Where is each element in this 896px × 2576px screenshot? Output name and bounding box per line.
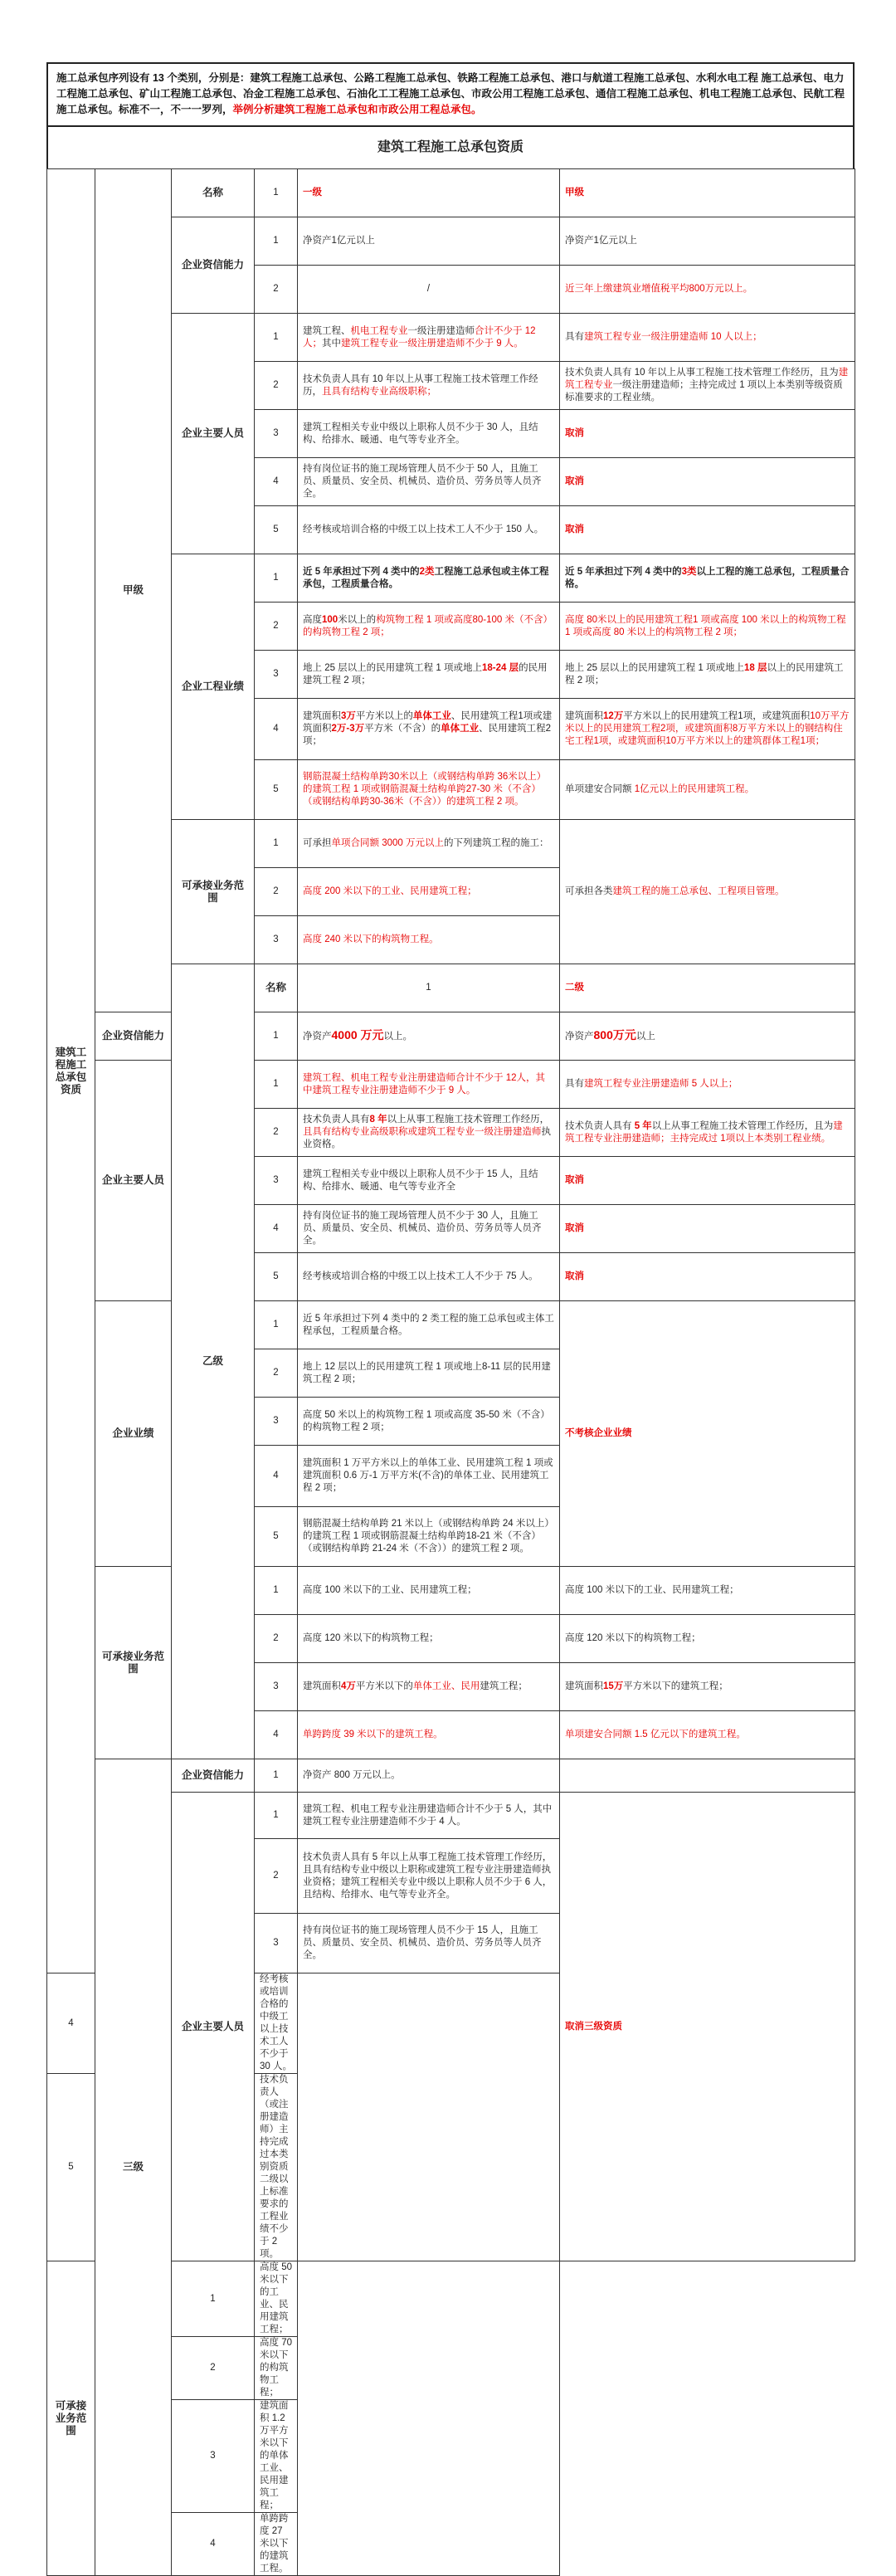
table-row: 建筑工程施工总承包资质 甲级 名称 1 一级 甲级 [47,169,855,217]
table-row: 3 持有岗位证书的施工现场管理人员不少于 15 人，且施工员、质量员、安全员、机械员、造价员、劳务员等人员齐全。 [47,1914,855,1973]
table-row: 5 钢筋混凝土结构单跨 21 米以上（或钢结构单跨 24 米以上）的建筑工程 1 项或钢筋混凝土结构单跨18-21 米（不含）（或钢结构单跨 21-24 米（不含））的建筑工程 2 项。 [47,1507,855,1567]
table-row: 企业业绩 1 近 5 年承担过下列 4 类中的 2 类工程的施工总承包或主体工程承包，工程质量合格。 不考核企业业绩 [47,1301,855,1349]
table-row: 2 高度 200 米以下的工业、民用建筑工程； [47,868,855,916]
table-row: 5 经考核或培训合格的中级工以上技术工人不少于 150 人。 取消 [47,506,855,554]
grade-san: 三级 [95,1759,172,2576]
table-row: 企业工程业绩 1 近 5 年承担过下列 4 类中的2类工程施工总承包或主体工程承包，工程质量合格。 近 5 年承担过下列 4 类中的3类以上工程的施工总承包，工程质量合格。 [47,554,855,603]
table-row: 3 建筑面积 1.2 万平方米以下的单体工业、民用建筑工程； [47,2400,855,2513]
table-row: 企业主要人员 1 建筑工程、机电工程专业一级注册建造师合计不少于 12 人；其中建筑工程专业一级注册建造师不少于 9 人。 具有建筑工程专业一级注册建造师 10 人以上； [47,314,855,362]
table-row: 4 建筑面积 1 万平方米以上的单体工业、民用建筑工程 1 项或建筑面积 0.6 万-1 万平方米(不含)的单体工业、民用建筑工程 2 项； [47,1446,855,1507]
table-row: 4 单跨跨度 39 米以下的建筑工程。 单项建安合同额 1.5 亿元以下的建筑工程。 [47,1711,855,1759]
document [46,62,855,2576]
table-row: 乙级 名称 1 二级 [47,964,855,1012]
table-title: 建筑工程施工总承包资质 [46,125,855,168]
table-row: 4 持有岗位证书的施工现场管理人员不少于 50 人，且施工员、质量员、安全员、机械员、造价员、劳务员等人员齐全。 取消 [47,458,855,506]
table-row: 4 经考核或培训合格的中级工以上技术工人不少于 30 人。 [47,1973,855,2074]
table-row: 4 单跨跨度 27 米以下的建筑工程。 [47,2513,855,2576]
table-row: 三级 企业资信能力 1 净资产 800 万元以上。 [47,1759,855,1793]
table-row: 2 高度100米以上的构筑物工程 1 项或高度80-100 米（不含）的构筑物工程 2 项； 高度 80米以上的民用建筑工程1 项或高度 100 米以上的构筑物工程 1 项或高度 80 米以上的构筑物工程 2 项； [47,603,855,651]
table-row: 3 地上 25 层以上的民用建筑工程 1 项或地上18-24 层的民用建筑工程 2 项； 地上 25 层以上的民用建筑工程 1 项或地上18 层以上的民用建筑工程 2 项； [47,651,855,699]
grade-jia: 甲级 [95,169,172,1012]
group-performance: 企业工程业绩 [172,554,255,820]
table-row: 2 技术负责人具有 5 年以上从事工程施工技术管理工作经历，且具有结构专业中级以上职称或建筑工程专业注册建造师执业资格；建筑工程相关专业中级以上职称人员不少于 6 人，且结构、给排水、电气等专业齐全。 [47,1839,855,1914]
table-row: 3 高度 240 米以下的构筑物工程。 [47,916,855,964]
table-row: 5 钢筋混凝土结构单跨30米以上（或钢结构单跨 36米以上）的建筑工程 1 项或钢筋混凝土结构单跨27-30 米（不含）（或钢结构单跨30-36米（不含））的建筑工程 2 项。 单项建安合同额 1亿元以上的民用建筑工程。 [47,760,855,820]
group-staff: 企业主要人员 [172,314,255,554]
intro-paragraph [46,62,855,125]
table-row: 企业主要人员 1 建筑工程、机电工程专业注册建造师合计不少于 12人，其中建筑工程专业注册建造师不少于 9 人。 具有建筑工程专业注册建造师 5 人以上； [47,1061,855,1109]
table-row: 4 持有岗位证书的施工现场管理人员不少于 30 人，且施工员、质量员、安全员、机械员、造价员、劳务员等人员齐全。 取消 [47,1205,855,1253]
table-row: 3 高度 50 米以上的构筑物工程 1 项或高度 35-50 米（不含）的构筑物工程 2 项； [47,1398,855,1446]
grade-yi: 乙级 [172,964,255,1759]
table-row: 3 建筑面积4万平方米以下的单体工业、民用建筑工程； 建筑面积15万平方米以下的建筑工程； [47,1663,855,1711]
table-row: 企业资信能力 1 净资产4000 万元以上。 净资产800万元以上 [47,1012,855,1061]
table-row: 3 建筑工程相关专业中级以上职称人员不少于 30 人，且结构、给排水、暖通、电气等专业齐全。 取消 [47,410,855,458]
table-row: 2 高度 120 米以下的构筑物工程； 高度 120 米以下的构筑物工程； [47,1615,855,1663]
category-cell: 建筑工程施工总承包资质 [47,169,95,1973]
table-row: 4 建筑面积3万平方米以上的单体工业、民用建筑工程1项或建筑面积2万-3万平方米（不含）的单体工业、民用建筑工程2项； 建筑面积12万平方米以上的民用建筑工程1项，或建筑面积10万平方米以上的民用建筑工程2项，或建筑面积8万平方米以上的钢结构住宅工程1项，或建筑面积10万平方米以上的建筑群体工程1项； [47,699,855,760]
table-row: 企业主要人员 1 建筑工程、机电工程专业注册建造师合计不少于 5 人，其中建筑工程专业注册建造师不少于 4 人。 取消三级资质 [47,1793,855,1839]
intro-highlight: 举例分析建筑工程施工总承包和市政公用工程总承包。 [232,104,482,115]
intro-text: 施工总承包序列设有 13 个类别，分别是：建筑工程施工总承包、公路工程施工总承包、铁路工程施工总承包、港口与航道工程施工总承包、水利水电工程 施工总承包、电力工程施工总承包、矿山工程施工总承包、冶金工程施工总承包、石油化工工程施工总承包、市政公用工程施工总承包、通信工程施工总承包、机电工程施工总承包、民航工程施工总承包。标准不一，不一一罗列， [56,72,845,115]
table-row: 企业资信能力 1 净资产1亿元以上 净资产1亿元以上 [47,217,855,266]
table-row: 2 / 近三年上缴建筑业增值税平均800万元以上。 [47,266,855,314]
table-row: 2 高度 70 米以下的构筑物工程； [47,2337,855,2400]
qualification-table [46,168,855,2576]
group-capital: 企业资信能力 [172,217,255,314]
table-row: 5 技术负责人（或注册建造师）主持完成过本类别资质二级以上标准要求的工程业绩不少于 2 项。 [47,2074,855,2261]
table-row: 2 技术负责人具有 10 年以上从事工程施工技术管理工作经历，且具有结构专业高级职称； 技术负责人具有 10 年以上从事工程施工技术管理工作经历，且为建筑工程专业一级注册建造师；主持完成过 1 项以上本类别等级资质标准要求的工程业绩。 [47,362,855,410]
table-row: 可承接业务范围 1 可承担单项合同额 3000 万元以上的下列建筑工程的施工： 可承担各类建筑工程的施工总承包、工程项目管理。 [47,820,855,868]
table-row: 2 地上 12 层以上的民用建筑工程 1 项或地上8-11 层的民用建筑工程 2 项； [47,1349,855,1398]
table-row: 可承接业务范围 1 高度 50 米以下的工业、民用建筑工程； [47,2261,855,2337]
table-row: 可承接业务范围 1 高度 100 米以下的工业、民用建筑工程； 高度 100 米以下的工业、民用建筑工程； [47,1567,855,1615]
table-row: 2 技术负责人具有8 年以上从事工程施工技术管理工作经历，且具有结构专业高级职称或建筑工程专业一级注册建造师执业资格。 技术负责人具有 5 年以上从事工程施工技术管理工作经历，且为建筑工程专业注册建造师；主持完成过 1项以上本类别工程业绩。 [47,1109,855,1157]
table-row: 3 建筑工程相关专业中级以上职称人员不少于 15 人，且结构、给排水、暖通、电气等专业齐全 取消 [47,1157,855,1205]
group-name: 名称 [172,169,255,217]
group-scope: 可承接业务范围 [172,820,255,964]
table-row: 5 经考核或培训合格的中级工以上技术工人不少于 75 人。 取消 [47,1253,855,1301]
